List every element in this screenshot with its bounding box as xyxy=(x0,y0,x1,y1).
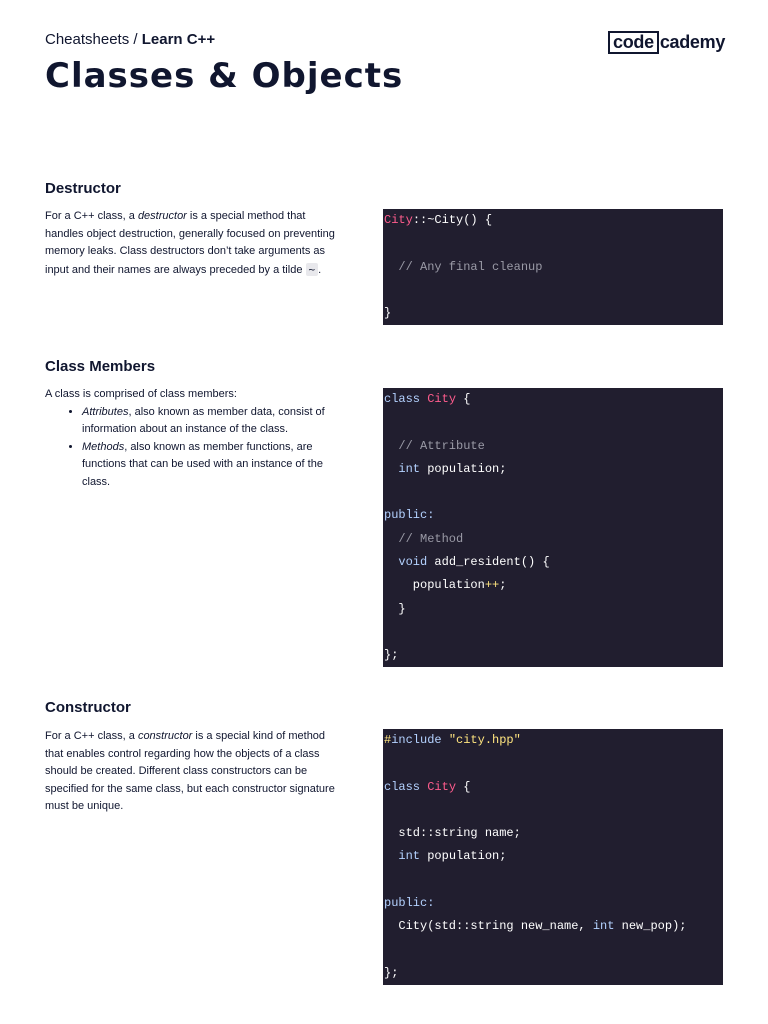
code-line xyxy=(383,232,723,255)
section-title-destructor: Destructor xyxy=(45,180,121,197)
code-line xyxy=(383,752,723,775)
list-item: • Attributes, also known as member data, consist of information about an instance of the class. xyxy=(82,404,340,439)
code-block-class-members xyxy=(383,388,723,667)
breadcrumb xyxy=(45,31,215,48)
constructor-description xyxy=(45,728,340,816)
code-line xyxy=(383,481,723,504)
class-members-list xyxy=(45,404,340,492)
class-members-description xyxy=(45,386,340,492)
code-line xyxy=(383,869,723,892)
code-line: std::string name; xyxy=(384,826,521,841)
code-line xyxy=(383,939,723,962)
code-block-destructor xyxy=(383,209,723,325)
code-line: class City { xyxy=(384,779,471,794)
class-members-intro: A class is comprised of class members: xyxy=(45,388,237,400)
logo-boxed-text: code xyxy=(608,31,659,54)
code-line: class City { xyxy=(384,392,471,406)
code-line: public: xyxy=(384,896,435,911)
code-line: #include "city.hpp" xyxy=(384,733,521,747)
tilde-code: ~ xyxy=(306,263,319,276)
code-line: }; xyxy=(384,965,399,980)
code-line: }; xyxy=(384,648,399,663)
section-title-constructor: Constructor xyxy=(45,699,131,716)
code-line: void add_resident() { xyxy=(398,555,550,570)
desc-text: is a special kind of method that enables control regarding how the objects of a class should be created. Different class constructors can be specified for the same class, but each constructor signature must be unique. xyxy=(45,730,335,813)
code-line: // Any final cleanup xyxy=(384,259,543,274)
code-line xyxy=(383,411,723,434)
code-line: public: xyxy=(384,508,435,523)
desc-emphasis: constructor xyxy=(137,730,193,742)
desc-text: is a special method that handles object destruction, generally focused on preventing memory leaks. Class destructors don’t take arguments as input and their names are always preceded by a tilde xyxy=(45,210,335,276)
desc-text: For a C++ class, a xyxy=(45,730,138,742)
code-line: // Attribute xyxy=(384,438,485,453)
code-line: } xyxy=(384,601,406,616)
breadcrumb-root-link[interactable]: Cheatsheets xyxy=(45,31,130,48)
desc-text: For a C++ class, a xyxy=(45,210,138,222)
code-line: population++; xyxy=(384,578,507,593)
logo-rest-text: cademy xyxy=(659,32,726,52)
desc-text: . xyxy=(318,263,322,276)
code-line: } xyxy=(384,306,392,321)
breadcrumb-current-link[interactable]: Learn C++ xyxy=(141,31,216,48)
section-title-class-members: Class Members xyxy=(45,358,156,375)
destructor-description xyxy=(45,208,340,279)
code-line xyxy=(383,799,723,822)
codecademy-logo[interactable] xyxy=(608,31,725,54)
list-item: • Methods, also known as member functions, are functions that can be used with an instance of the class. xyxy=(82,439,340,492)
breadcrumb-separator: / xyxy=(129,31,142,48)
code-line: int population; xyxy=(398,849,507,864)
code-line: // Method xyxy=(384,531,464,546)
code-line: int population; xyxy=(398,461,507,476)
desc-emphasis: destructor xyxy=(137,210,187,222)
code-line xyxy=(383,279,723,302)
code-line xyxy=(383,621,723,644)
code-block-constructor xyxy=(383,729,723,985)
code-line: City(std::string new_name, int new_pop); xyxy=(384,919,687,934)
code-line: City::~City() { xyxy=(384,213,493,227)
page-title: Classes & Objects xyxy=(45,56,404,96)
